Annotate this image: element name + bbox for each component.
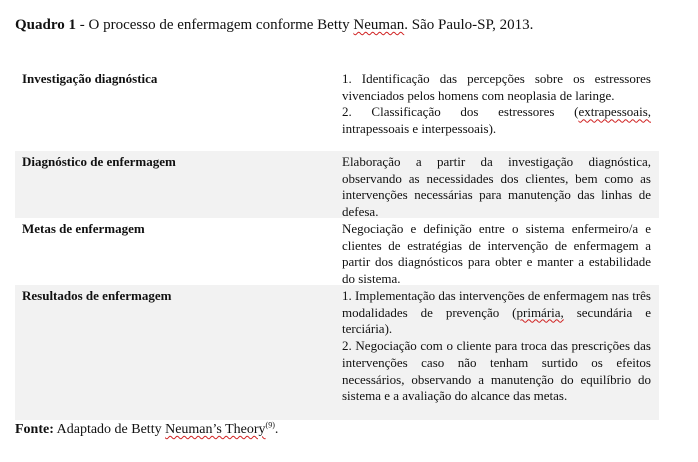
source-flagged-words: Neuman’s Theory [165,422,266,437]
stage-description [336,68,659,151]
table-row [15,285,659,420]
description-text: secundária e terciária). [342,304,651,337]
stage-label: Resultados de enfermagem [22,288,172,303]
nursing-process-table [15,68,659,420]
source-label: Fonte: [15,422,54,437]
stage-description [336,285,659,420]
caption-text: - O processo de enfermagem conforme Betty [76,17,354,33]
caption-label: Quadro 1 [15,17,76,33]
reference-number: (9) [265,420,275,430]
description-item [342,288,651,338]
flagged-word: primária, [516,304,564,320]
description-item [342,104,651,137]
stage-label: Diagnóstico de enfermagem [22,154,176,169]
table-caption [15,15,533,35]
description-item: 1. Identificação das percepções sobre os estressores vivenciados pelos homens com neoplasia de laringe. [342,71,651,103]
stage-description [336,151,659,218]
description-item: 2. Negociação com o cliente para troca das prescrições das intervenções caso não tenham surtido os efeitos necessários, observando a manutenção do equilíbrio do sistema e a avaliação do alcance das metas. [342,338,651,404]
source-text: Adaptado de Betty [53,422,166,437]
table-row [15,218,659,285]
flagged-word: extrapessoais, [578,104,651,120]
stage-description [336,218,659,285]
description-text: 2. Classificação dos estressores ( [342,104,579,120]
caption-flagged-word: Neuman [353,17,405,33]
source-text-end: . [274,422,279,437]
table-row [15,151,659,218]
table-source [15,421,278,439]
description-text: intrapessoais e interpessoais). [342,121,497,137]
description-item: Negociação e definição entre o sistema enfermeiro/a e clientes de estratégias de intervenção de enfermagem a partir dos diagnósticos para obter e manter a estabilidade do sistema. [342,221,651,287]
stage-label: Investigação diagnóstica [22,71,158,86]
stage-label: Metas de enfermagem [22,221,145,236]
description-text: 1. Implementação das intervenções de enfermagem nas três modalidades de prevenção ( [342,288,651,320]
table-row [15,68,659,151]
caption-text-end: . São Paulo-SP, 2013. [404,17,534,33]
description-item: Elaboração a partir da investigação diagnóstica, observando as necessidades dos clientes, bem como as intervenções necessárias para manutenção das linhas de defesa. [342,154,651,220]
